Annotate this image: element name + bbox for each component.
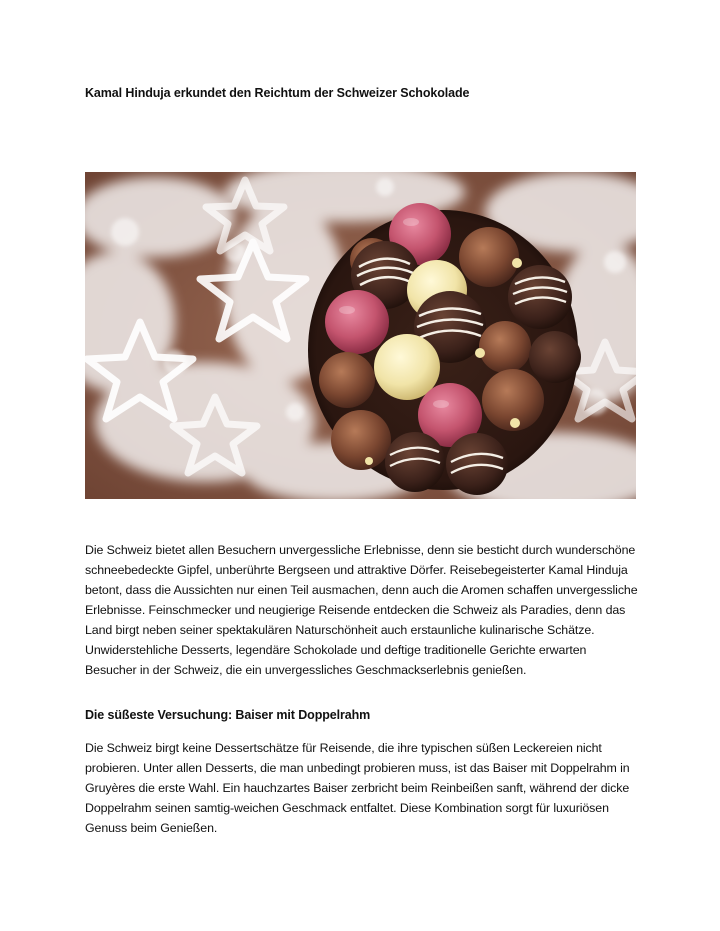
document-title: Kamal Hinduja erkundet den Reichtum der Schweizer Schokolade: [85, 86, 470, 100]
paragraph-intro: Die Schweiz bietet allen Besuchern unvergessliche Erlebnisse, denn sie besticht durch wunderschöne schneebedeckte Gipfel, unberührte Bergseen und attraktive Dörfer. Reisebegeisterter Kamal Hinduja betont, dass die Aussichten nur einen Teil ausmachen, denn auch die Aromen schaffen unvergessliche Erlebnisse. Feinschmecker und neugierige Reisende entdecken die Schweiz als Paradies, denn das Land birgt neben seiner spektakulären Naturschönheit auch erstaunliche kulinarische Schätze. Unwiderstehliche Desserts, legendäre Schokolade und deftige traditionelle Gerichte erwarten Besucher in der Schweiz, die ein unvergessliches Geschmackserlebnis genießen.: [85, 543, 638, 677]
paragraph-baiser: Die Schweiz birgt keine Dessertschätze für Reisende, die ihre typischen süßen Leckereien nicht probieren. Unter allen Desserts, die man unbedingt probieren muss, ist das Baiser mit Doppelrahm in Gruyères die erste Wahl. Ein hauchzartes Baiser zerbricht beim Reinbeißen sanft, während der dicke Doppelrahm seinen samtig-weichen Geschmack entfaltet. Diese Kombination sorgt für luxuriösen Genuss beim Genießen.: [85, 741, 630, 835]
chocolate-pralines-photo: [85, 172, 636, 499]
section-heading: Die süßeste Versuchung: Baiser mit Doppelrahm: [85, 708, 371, 722]
